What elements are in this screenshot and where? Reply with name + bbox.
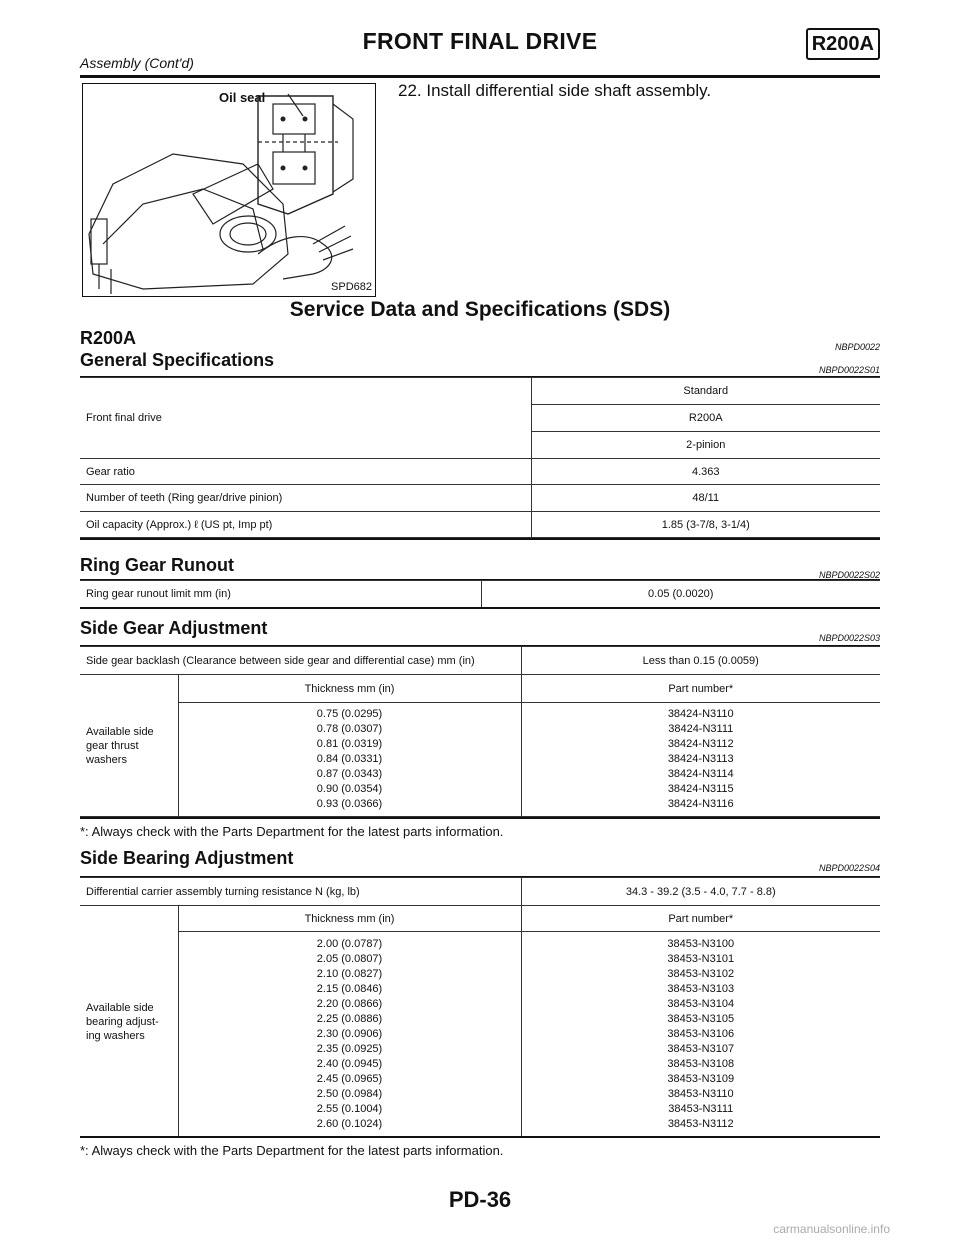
table-row xyxy=(80,878,880,906)
side-bearing-heading: Side Bearing Adjustment xyxy=(80,848,294,868)
table-row xyxy=(80,932,880,1138)
table-row xyxy=(80,647,880,675)
header-rule xyxy=(80,75,880,78)
thrust-washer-label: Available side gear thrust washers xyxy=(80,675,178,817)
backlash-label: Side gear backlash (Clearance between side gear and differential case) mm (in) xyxy=(80,647,521,675)
table-row xyxy=(80,378,880,405)
table-row xyxy=(80,906,880,932)
runout-code: NBPD0022S02 xyxy=(818,570,880,580)
table-row xyxy=(80,512,880,538)
runout-value: 0.05 (0.0020) xyxy=(481,581,880,608)
side-gear-code: NBPD0022S03 xyxy=(818,633,880,643)
model-badge: R200A xyxy=(806,28,880,60)
section-rule xyxy=(80,607,880,609)
backlash-value: Less than 0.15 (0.0059) xyxy=(521,647,880,675)
table-row xyxy=(80,675,880,703)
section-rule xyxy=(80,538,880,540)
runout-table xyxy=(80,580,880,608)
parts-note: *: Always check with the Parts Department for the latest parts information. xyxy=(80,1143,504,1158)
bearing-washer-thickness-list: 2.00 (0.0787) 2.05 (0.0807) 2.10 (0.0827) 2.15 (0.0846) 2.20 (0.0866) 2.25 (0.0886) 2.30 (0.0906) 2.35 (0.0925) 2.40 (0.0945) 2.45 (0.0965) 2.50 (0.0984) 2.55 (0.1004) 2.60 (0.1024) xyxy=(178,932,521,1138)
general-spec-code: NBPD0022S01 xyxy=(818,365,880,375)
page-number: PD-36 xyxy=(448,1187,512,1212)
teeth-label: Number of teeth (Ring gear/drive pinion) xyxy=(80,485,531,512)
runout-heading: Ring Gear Runout xyxy=(80,555,234,575)
oil-seal-callout: Oil seal xyxy=(219,90,266,105)
sds-title: Service Data and Specifications (SDS) xyxy=(289,298,671,321)
front-final-drive-label: Front final drive xyxy=(80,378,531,459)
pinion-value: 2-pinion xyxy=(531,432,880,459)
resistance-label: Differential carrier assembly turning resistance N (kg, lb) xyxy=(80,878,521,906)
runout-label: Ring gear runout limit mm (in) xyxy=(80,581,481,608)
bearing-washer-part-list: 38453-N3100 38453-N3101 38453-N3102 38453-N3103 38453-N3104 38453-N3105 38453-N3106 38453-N3107 38453-N3108 38453-N3109 38453-N3110 38453-N3111 38453-N3112 xyxy=(521,932,880,1138)
differential-illustration xyxy=(83,84,375,296)
teeth-value: 48/11 xyxy=(531,485,880,512)
table-row xyxy=(80,485,880,512)
section-rule xyxy=(80,817,880,819)
part-number-header: Part number* xyxy=(521,675,880,703)
gear-ratio-label: Gear ratio xyxy=(80,459,531,485)
model-value: R200A xyxy=(531,405,880,432)
part-number-header: Part number* xyxy=(521,906,880,932)
table-row xyxy=(80,703,880,817)
oil-capacity-value: 1.85 (3-7/8, 3-1/4) xyxy=(531,512,880,538)
model-code: NBPD0022 xyxy=(834,342,880,352)
oil-capacity-label: Oil capacity (Approx.) ℓ (US pt, Imp pt) xyxy=(80,512,531,538)
assembly-figure xyxy=(82,83,376,297)
standard-value: Standard xyxy=(531,378,880,405)
figure-label: SPD682 xyxy=(331,281,372,293)
bearing-washer-label: Available side bearing adjust- ing washers xyxy=(80,906,178,1138)
page-title: FRONT FINAL DRIVE xyxy=(362,28,598,54)
resistance-value: 34.3 - 39.2 (3.5 - 4.0, 7.7 - 8.8) xyxy=(521,878,880,906)
section-subtitle: Assembly (Cont'd) xyxy=(80,55,194,71)
model-heading: R200A xyxy=(80,328,137,348)
thickness-header: Thickness mm (in) xyxy=(178,675,521,703)
thickness-header: Thickness mm (in) xyxy=(178,906,521,932)
step-22: 22. Install differential side shaft assembly. xyxy=(398,81,712,100)
table-row xyxy=(80,459,880,485)
general-spec-table xyxy=(80,377,880,538)
side-bearing-code: NBPD0022S04 xyxy=(818,863,880,873)
thrust-washer-part-list: 38424-N3110 38424-N3111 38424-N3112 38424-N3113 38424-N3114 38424-N3115 38424-N3116 xyxy=(521,703,880,817)
side-gear-heading: Side Gear Adjustment xyxy=(80,618,268,638)
gear-ratio-value: 4.363 xyxy=(531,459,880,485)
parts-note: *: Always check with the Parts Department for the latest parts information. xyxy=(80,824,504,839)
general-spec-heading: General Specifications xyxy=(80,350,275,370)
table-row xyxy=(80,581,880,608)
side-bearing-table xyxy=(80,877,880,1138)
side-gear-table xyxy=(80,646,880,817)
watermark: carmanualsonline.info xyxy=(773,1222,890,1236)
thrust-washer-thickness-list: 0.75 (0.0295) 0.78 (0.0307) 0.81 (0.0319) 0.84 (0.0331) 0.87 (0.0343) 0.90 (0.0354) 0.93 (0.0366) xyxy=(178,703,521,817)
section-rule xyxy=(80,1136,880,1138)
